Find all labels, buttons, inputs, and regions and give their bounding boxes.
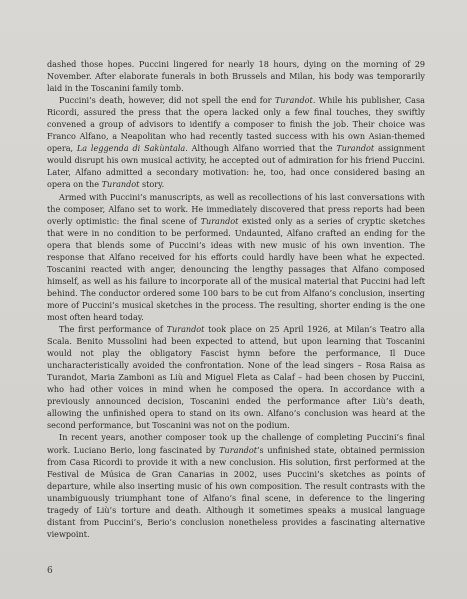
paragraph xyxy=(47,323,425,431)
paragraph xyxy=(47,431,425,539)
paragraph xyxy=(47,94,425,190)
text-run: assignment would disrupt his own musical activity, he accepted out of admiration for his friend Puccini. Later, Alfano admitted a secondary motivation: he, too, had once considered basing an opera on the xyxy=(47,143,425,190)
italic-title: Turandot xyxy=(274,95,313,106)
text-run: Puccini’s death, however, did not spell the end for xyxy=(59,95,275,106)
paragraph xyxy=(47,191,425,324)
text-run: The first performance of xyxy=(59,324,167,335)
text-run: . Although Alfano worried that the xyxy=(185,143,337,154)
paragraph xyxy=(47,58,425,94)
body-text xyxy=(47,58,425,540)
text-run: existed only as a series of cryptic sketches that were in no condition to be performed. Undaunted, Alfano crafted an ending for the opera that blends some of Puccini’s ideas with new music of his own invention. The response that Alfano received for his efforts could hardly have been what he expected. Toscanini reacted with anger, denouncing the lengthy passages that Alfano composed himself, as well as his failure to incorporate all of the musical material that Puccini had left behind. The conductor ordered some 100 bars to be cut from Alfano’s conclusion, inserting more of Puccini’s musical sketches in the process. The resulting, shorter ending is the one most often heard today. xyxy=(47,215,425,322)
text-run: . While his publisher, Casa Ricordi, assured the press that the opera lacked only a few final touches, they swiftly convened a group of advisors to identify a composer to finish the job. Their choice was Franco Alfano, a Neapolitan who had recently tasted success with his own Asian-themed opera, xyxy=(47,95,425,154)
text-run: dashed those hopes. Puccini lingered for nearly 18 hours, dying on the morning of 29 November. After elaborate funerals in both Brussels and Milan, his body was temporarily laid in the Toscanini family tomb. xyxy=(47,59,425,94)
text-run: ’s unfinished state, obtained permission from Casa Ricordi to provide it with a new conclusion. His solution, first performed at the Festival de Música de Gran Canarias in 2002, uses Puccini’s sketches as points of departure, while also inserting music of his own composition. The result contrasts with the unambiguously triumphant tone of Alfano’s final scene, in deference to the lingering tragedy of Liù’s torture and death. Although it sometimes speaks a musical language distant from Puccini’s, Berio’s conclusion nonetheless provides a fascinating alternative viewpoint. xyxy=(47,444,425,539)
page-number: 6 xyxy=(47,566,53,576)
italic-title: Turandot xyxy=(219,444,257,455)
text-run: story. xyxy=(139,179,165,190)
italic-title: Turandot xyxy=(200,215,239,226)
italic-title: Turandot xyxy=(336,143,375,154)
text-run: In recent years, another composer took up the challenge of completing Puccini’s final work. Luciano Berio, long fascinated by xyxy=(47,432,425,455)
italic-title: Turandot xyxy=(166,324,205,335)
italic-title: La leggenda di Sakùntala xyxy=(76,143,186,154)
text-run: Armed with Puccini’s manuscripts, as well as recollections of his last conversations with the composer, Alfano set to work. He immediately discovered that press reports had been overly optimistic: the final scene of xyxy=(47,191,425,226)
italic-title: Turandot xyxy=(101,179,140,190)
text-run: took place on 25 April 1926, at Milan’s Teatro alla Scala. Benito Mussolini had been expected to attend, but upon learning that Toscanini would not play the obligatory Fascist hymn before the performance, Il Duce uncharacteristically avoided the confrontation. None of the lead singers – Rosa Raisa as Turandot, Maria Zamboni as Liù and Miguel Fleta as Calaf – had been chosen by Puccini, who had other voices in mind when he composed the opera. In accordance with a previously announced decision, Toscanini ended the performance after Liù’s death, allowing the unfinished opera to stand on its own. Alfano’s conclusion was heard at the second performance, but Toscanini was not on the podium. xyxy=(47,324,425,431)
